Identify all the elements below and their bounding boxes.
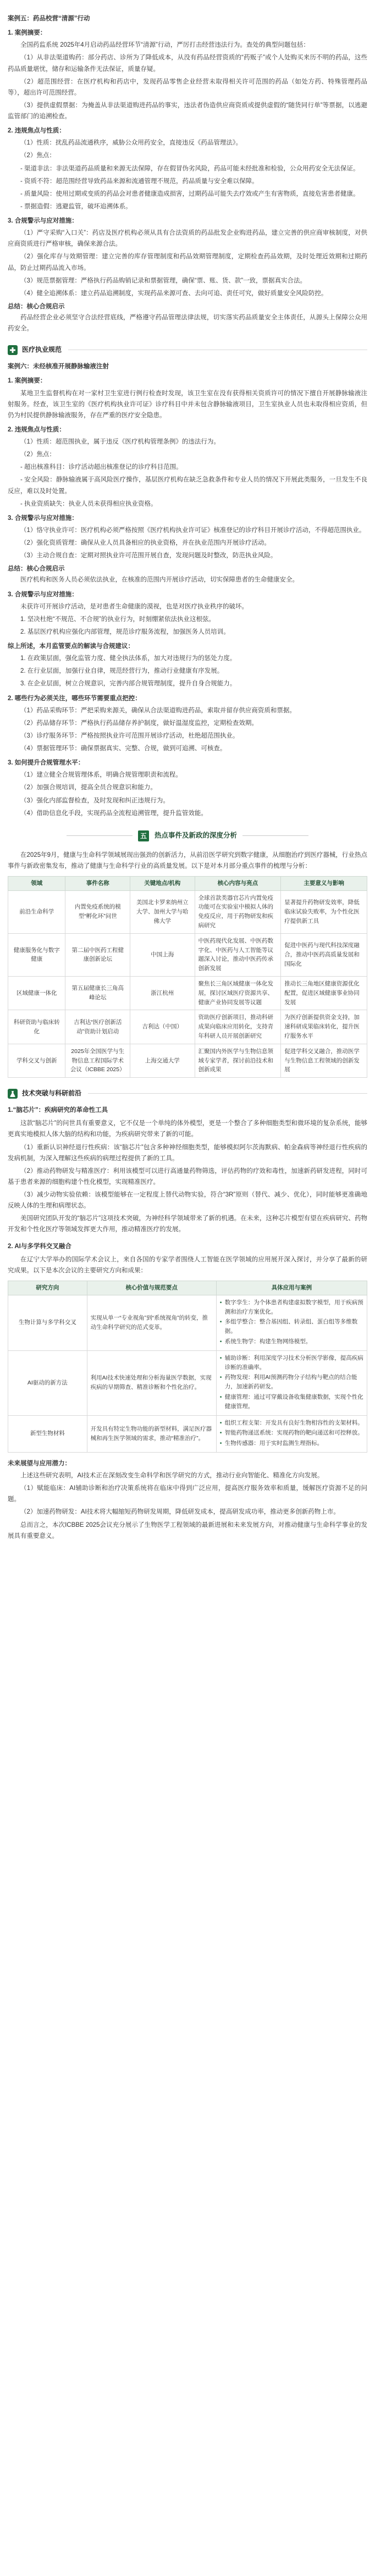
case5-measures-items — [8, 228, 367, 299]
compliance-summary-items — [8, 653, 367, 689]
case-item: • 健康管理：通过可穿戴设备收集健康数据，实现个性化健康管理。 — [220, 1393, 363, 1411]
banner-line-left — [67, 835, 133, 836]
section-medical-header — [8, 344, 367, 356]
future-heading: 未来展望与应用潜力： — [8, 1460, 71, 1467]
table-row — [8, 977, 367, 1010]
research-value: 开发具有特定生物功能的新型材料，满足医疗器械和再生医学领域的需求，推动“精准治疗”。 — [87, 1415, 216, 1452]
research-direction: 生物计算与多学科交叉 — [8, 1295, 87, 1350]
list-paragraph: 3. 在企业层面，树立合规意识，完善内部合规管理制度，提升自身合规能力。 — [20, 680, 236, 688]
ai-intro: 在辽宁大学举办的国际学术会议上，来自各国的专家学者围绕人工智能在医学领域的应用展开深入探讨，并分享了最新的研究成果。以下是本次会议的主要研究方向和成果： — [8, 1256, 367, 1274]
research-cases — [216, 1415, 367, 1452]
section-tech-header — [8, 1088, 367, 1099]
list-paragraph: （3）诊疗服务环节：严格按照执业许可范围开展诊疗活动，杜绝超范围执业。 — [20, 732, 239, 739]
future-outro: 总而言之，本次ICBBE 2025会议充分展示了生物医学工程领域的最新进展和未来发展方向，对推动健康与生命科学事业的发展具有重要意义。 — [8, 1521, 367, 1539]
flask-icon — [8, 1089, 18, 1099]
list-paragraph: （1）严守采购“入口关”：药店及医疗机构必须从具有合法资质的药品批发企业购进药品，建立完善的供应商审核制度，对供应商资质进行严格审核，确保来源合法。 — [8, 230, 367, 248]
section-medical-title: 医疗执业规范 — [22, 346, 62, 354]
list-paragraph: - 资质不符：超范围经营导致药品来源和流通管理不规范，药品质量与安全难以保障。 — [20, 178, 258, 185]
case-item: • 数字孪生：为个体患者构建虚拟数字模型，用于疾病预测和治疗方案优化。 — [220, 1298, 363, 1317]
case6-summary-heading: 1. 案例摘要： — [8, 378, 47, 385]
list-paragraph: （2）药品储存环节：严格执行药品储存养护制度，做好温湿度监控，定期检查效期。 — [20, 719, 258, 727]
list-paragraph: 1. 坚决杜绝“不规范、不合规”的执业行为，时刻绷紧依法执业这根弦。 — [20, 616, 215, 623]
list-paragraph: （3）规范票据管理：严格执行药品购销记录和票据管理，确保“票、账、货、款”一致，票据真实合法。 — [20, 277, 307, 284]
list-paragraph: （3）强化内部监督检查，及时发现和纠正违规行为。 — [20, 797, 169, 804]
table-row — [8, 1350, 367, 1415]
table-cell: 显著提升药物研发效率，降低临床试验失败率，为个性化医疗提供新工具 — [281, 890, 367, 933]
case5-focus-items — [8, 137, 367, 212]
table-cell: 中医药现代化发展、中医药数字化、中医药与人工智能等议题深入讨论，推动中医药传承创新发展 — [195, 933, 281, 976]
case5-focus-heading: 2. 违规焦点与性质： — [8, 128, 65, 135]
research-cases — [216, 1295, 367, 1350]
list-paragraph: - 票据造假：逃避监管，破坏追溯体系。 — [20, 203, 132, 210]
table-cell: 第五届健康长三角高峰论坛 — [65, 977, 130, 1010]
col-header: 领域 — [8, 876, 65, 890]
col-header: 研究方向 — [8, 1281, 87, 1295]
research-cases — [216, 1350, 367, 1415]
ai-heading: 2. AI与多学科交叉融合 — [8, 1243, 71, 1250]
table-cell: 区域健康一体化 — [8, 977, 65, 1010]
improve-items — [8, 769, 367, 819]
case5-summary-heading: 1. 案例摘要： — [8, 30, 47, 37]
list-paragraph: - 超出核准科目：诊疗活动超出核准登记的诊疗科目范围。 — [20, 464, 183, 471]
list-paragraph: （2）强化库存与效期管理：建立完善的库存管理制度和药品效期管理制度，定期检查药品效期，及时处理近效期和过期药品，防止过期药品流入市场。 — [8, 253, 367, 272]
case5-summary-text: 全国药监系统 2025年4月启动药品经营环节“清源”行动，严厉打击经营违法行为。查处的典型问题包括： — [20, 42, 310, 49]
list-paragraph: （2）焦点： — [20, 152, 56, 159]
col-header: 主要意义与影响 — [281, 876, 367, 890]
table-cell: 中国上海 — [130, 933, 195, 976]
list-paragraph: （2）推动药物研发与精准医疗：利用该模型可以进行高通量药物筛选，评估药物的疗效和毒性，加速新药研发进程，同时可基于患者来源的细胞构建个性化模型，实现精准医疗。 — [8, 1167, 367, 1185]
table-row — [8, 1295, 367, 1350]
case5-conclusion-heading: 总结：核心合规启示 — [8, 303, 65, 310]
list-paragraph: （3）减少动物实验依赖：该模型能够在一定程度上替代动物实验，符合“3R”原则（替代、减少、优化），同时能够更准确地反映人体的生理和病理状态。 — [8, 1192, 367, 1210]
case6-conclusion-heading: 总结：核心合规启示 — [8, 566, 65, 573]
case-item: • 组织工程支架：开发具有良好生物相容性的支架材料。 — [220, 1419, 363, 1428]
document — [8, 13, 367, 1542]
hot-events-intro: 在2025年9月，健康与生命科学领域展现出强劲的创新活力，从前沿医学研究到数字健康，从细胞治疗到医疗器械，行业热点事件与新政密集发布，推动了健康与生命科学行业的高质量发展。以下是对本月部分重点事件的梳理与分析： — [8, 851, 367, 869]
key-links-items — [8, 705, 367, 755]
research-header-row — [8, 1281, 367, 1295]
case6-measures2-intro: 未获许可开展诊疗活动，是对患者生命健康的漠视，也是对医疗执业秩序的破坏。 — [20, 603, 248, 610]
list-paragraph: （1）从非法渠道购药：部分药店、诊所为了降低成本，从没有药品经营资质的“药贩子”或个人处购买来历不明的药品，这些药品质量堪忧，储存和运输条件无法保证，质量存疑。 — [8, 54, 367, 73]
future-intro: 上述这些研究表明，AI技术正在深刻改变生命科学和医学研究的方式，推动行业向智能化、精准化方向发展。 — [20, 1472, 324, 1480]
list-paragraph: 2. 基层医疗机构应强化内部管理，规范诊疗服务流程，加强医务人员培训。 — [20, 628, 230, 635]
future-items — [8, 1483, 367, 1517]
col-header: 事件名称 — [65, 876, 130, 890]
list-paragraph: - 质量风险：使用过期或变质的药品会对患者健康造成损害，过期药品可能失去疗效或产生有害物质，直接危害患者健康。 — [20, 190, 360, 197]
list-paragraph: （2）加速药物研发：AI技术将大幅缩短药物研发周期，降低研发成本，提高研发成功率，推动更多创新药物上市。 — [20, 1509, 340, 1516]
table-cell: 吉利达（中国） — [130, 1010, 195, 1044]
table-cell: 汇聚国内外医学与生物信息领域专家学者，探讨前沿技术和创新成果 — [195, 1044, 281, 1077]
table-cell: 吉利达“医疗创新活动”资助计划启动 — [65, 1010, 130, 1044]
list-paragraph: （2）超范围经营：在医疗机构和药店中，发现药品零售企业经营未取得相关许可范围的药品（如处方药、特殊管理药品等），超出许可范围经营。 — [8, 78, 367, 96]
list-paragraph: 2. 在行业层面，加强行业自律，规范经营行为，推动行业健康有序发展。 — [20, 668, 224, 675]
brain-chip-items — [8, 1142, 367, 1212]
table-cell: 美国北卡罗来纳州立大学、加州大学与哈佛大学 — [130, 890, 195, 933]
list-paragraph: （2）强化资质管理：确保从业人员具备相应的执业资格，并在执业范围内开展诊疗活动。 — [20, 540, 271, 546]
section-five-title: 热点事件及新政的深度分析 — [154, 831, 237, 839]
table-cell: 促进学科交叉融合，推动医学与生物信息工程领域的创新发展 — [281, 1044, 367, 1077]
case5-title: 案例五：药品校营“清源”行动 — [8, 15, 90, 22]
list-paragraph: （1）建立健全合规管理体系，明确合规管理职责和流程。 — [20, 772, 182, 779]
list-paragraph: （1）药品采购环节：严把采购来源关，确保从合法渠道购进药品，索取并留存供应商资质和票据。 — [20, 707, 296, 714]
list-paragraph: - 渠道非法：非法渠道药品质量和来源无法保障，存在假冒伪劣风险，药品可能未经批准和检验，公众用药安全无法保证。 — [20, 165, 360, 172]
banner-line-right — [242, 835, 308, 836]
case-item: • 系统生物学：构建生物网络模型。 — [220, 1337, 363, 1347]
research-body — [8, 1295, 367, 1452]
compliance-summary-heading: 综上所述，本月监管要点的解读与合规建议： — [8, 643, 134, 650]
brain-chip-outro: 美国研究团队开发的“脑芯片”这项技术突破，为神经科学领域带来了新的机遇。在未来，这种芯片模型有望在疾病研究、药物开发和个性化医疗等领域发挥更大作用，推动精准医疗的发展。 — [8, 1215, 367, 1233]
list-paragraph: （4）健全追溯体系：建立药品追溯制度，实现药品来源可查、去向可追、责任可究，做好质量安全风险防控。 — [20, 290, 328, 297]
table-cell: 上海交通大学 — [130, 1044, 195, 1077]
section-five-banner — [8, 830, 367, 842]
table-cell: 学科交叉与创新 — [8, 1044, 65, 1077]
table-cell: 聚焦长三角区域健康一体化发展，探讨区域医疗资源共享、健康产业协同发展等议题 — [195, 977, 281, 1010]
case6-measures2-heading: 3. 合规警示与应对措施： — [8, 591, 78, 598]
col-header: 核心价值与规范要点 — [87, 1281, 216, 1295]
case6-title: 案例六：未经核准开展静脉输液注射 — [8, 363, 109, 370]
table-cell: 健康服务化与数字健康 — [8, 933, 65, 976]
table-row — [8, 1415, 367, 1452]
table-cell: 2025年全国医学与生物信息工程国际学术会议（ICBBE 2025） — [65, 1044, 130, 1077]
section-number-badge: 五 — [138, 830, 149, 841]
hot-events-header-row — [8, 876, 367, 890]
table-cell: 第二届中医药工程健康创新论坛 — [65, 933, 130, 976]
case-item: • 多组学整合：整合基因组、转录组、蛋白组等多维数据。 — [220, 1317, 363, 1336]
list-paragraph: （1）重新认识神经退行性疾病：该“脑芯片”包含多种神经细胞类型，能够模拟阿尔茨海默病、帕金森病等神经退行性疾病的发病机制，为深入理解这些疾病的病理过程提供了新的工具。 — [8, 1144, 367, 1162]
list-paragraph: （1）性质：超范围执业，属于违反《医疗机构管理条例》的违法行为。 — [20, 439, 220, 445]
table-cell: 科研资助与临床转化 — [8, 1010, 65, 1044]
case-item: • 药物发现：利用AI预测药物分子结构与靶点的结合能力，加速新药研发。 — [220, 1373, 363, 1392]
research-value: 利用AI技术快速处理和分析海量医学数据，实现疾病的早期筛查、精准诊断和个性化治疗。 — [87, 1350, 216, 1415]
list-paragraph: （1）性质：扰乱药品流通秩序，威胁公众用药安全，直接违反《药品管理法》。 — [20, 140, 242, 147]
list-paragraph: - 执业资质缺失：执业人员未获得相应执业资格。 — [20, 500, 157, 507]
table-row — [8, 890, 367, 933]
table-cell: 内置免疫系统的模型“孵化环”问世 — [65, 890, 130, 933]
list-paragraph: （3）主动合规自查：定期对照执业许可范围开展自查，发现问题及时整改，防范执业风险。 — [20, 552, 277, 559]
improve-heading: 3. 如何提升合规管理水平： — [8, 760, 85, 767]
hot-events-body — [8, 890, 367, 1078]
case6-measures-items — [8, 525, 367, 561]
table-row — [8, 1044, 367, 1077]
case-list — [220, 1298, 363, 1347]
list-paragraph: （2）加强合规培训，提高全员合规意识和能力。 — [20, 784, 157, 791]
table-cell: 推动长三角地区健康资源优化配置，促进区域健康事业协同发展 — [281, 977, 367, 1010]
medical-cross-icon — [8, 345, 18, 355]
brain-chip-heading: 1.“脑芯片”：疾病研究的革命性工具 — [8, 1107, 108, 1114]
case5-conclusion-text: 药品经营企业必须坚守合法经营底线，严格遵守药品管理法律法规，切实落实药品质量安全主体责任，从源头上保障公众用药安全。 — [8, 314, 367, 333]
case6-focus-items — [8, 436, 367, 509]
key-links-heading: 2. 哪些行为必须关注，哪些环节需要重点把控： — [8, 695, 141, 702]
table-cell: 前沿生命科学 — [8, 890, 65, 933]
list-paragraph: 1. 在政策层面，强化监管力度、健全执法体系，加大对违规行为的惩处力度。 — [20, 655, 236, 662]
table-row — [8, 933, 367, 976]
case6-measures-heading: 3. 合规警示与应对措施： — [8, 514, 78, 522]
section-tech-title: 技术突破与科研前沿 — [22, 1089, 82, 1098]
table-cell: 为医疗创新提供资金支持，加速科研成果临床转化，提升医疗服务水平 — [281, 1010, 367, 1044]
list-paragraph: （2）焦点： — [20, 451, 56, 458]
col-header: 关键地点/机构 — [130, 876, 195, 890]
case5-summary-items — [8, 52, 367, 122]
list-paragraph: - 安全风险：静脉输液属于高风险医疗操作，基层医疗机构在缺乏急救条件和专业人员的情况下开展此类服务，一旦发生不良反应，难以及时处置。 — [8, 477, 367, 495]
case-item: • 智能药物递送系统：实现药物的靶向递送和可控释放。 — [220, 1428, 363, 1438]
research-direction: AI驱动的新方法 — [8, 1350, 87, 1415]
case5-measures-heading: 3. 合规警示与应对措施： — [8, 218, 78, 224]
case-item: • 辅助诊断：利用深度学习技术分析医学影像，提高疾病诊断的准确率。 — [220, 1354, 363, 1372]
table-cell: 资助医疗创新项目，推动科研成果向临床应用转化，支持青年科研人员开展创新研究 — [195, 1010, 281, 1044]
col-header: 具体应用与案例 — [216, 1281, 367, 1295]
list-paragraph: （3）提供虚假票据：为掩盖从非法渠道购进药品的事实，违法者伪造供应商资质或提供虚假的“随货同行单”等票据，以逃避监管部门的追溯检查。 — [8, 102, 367, 120]
table-cell: 促进中医药与现代科技深度融合，推动中医药高质量发展和国际化 — [281, 933, 367, 976]
case6-summary-text: 某地卫生监督机构在对一家村卫生室进行例行检查时发现，该卫生室在没有获得相关资质许可的情况下擅自开展静脉输液注射服务。经查，该卫生室的《医疗机构执业许可证》诊疗科目中并未包含静脉输液项目，卫生室执业人员也未取得相应资质，但仍为村民提供静脉输液服务，存在严重的医疗安全隐患。 — [8, 390, 367, 419]
case6-measures2-items — [8, 614, 367, 638]
case6-conclusion-text: 医疗机构和医务人员必须依法执业，在核准的范围内开展诊疗活动，切实保障患者的生命健康安全。 — [20, 577, 299, 584]
research-table — [8, 1281, 367, 1453]
list-paragraph: （4）票据管理环节：确保票据真实、完整、合规，做到可追溯、可核查。 — [20, 745, 227, 752]
case-list — [220, 1419, 363, 1448]
case-item: • 生物传感器：用于实时监测生理指标。 — [220, 1439, 363, 1448]
list-paragraph: （1）恪守执业许可：医疗机构必须严格按照《医疗机构执业许可证》核准登记的诊疗科目开展诊疗活动，不得超范围执业。 — [20, 527, 366, 534]
table-cell: 浙江杭州 — [130, 977, 195, 1010]
research-value: 实现从单一“专业视角”到“系统视角”的转变，推动生命科学研究的范式变革。 — [87, 1295, 216, 1350]
list-paragraph: （4）借助信息化手段，实现药品全流程追溯管理，提升监管效能。 — [20, 810, 207, 817]
table-cell: 全球首款类器官芯片内置免疫功能可在实验室中模拟人体的免疫反应，用于药物研发和疾病研究 — [195, 890, 281, 933]
case-list — [220, 1354, 363, 1411]
case6-focus-heading: 2. 违规焦点与性质： — [8, 426, 65, 433]
list-paragraph: （1）赋能临床：AI辅助诊断和治疗决策系统将在临床中得到广泛应用，提高医疗服务效率和质量，缓解医疗资源不足的问题。 — [8, 1485, 367, 1503]
research-direction: 新型生物材料 — [8, 1415, 87, 1452]
brain-chip-intro: 这款“脑芯片”的问世具有重要意义，它不仅是一个单纯的体外模型，更是一个整合了多种细胞类型和微环境的复杂系统，能够更真实地模拟人体大脑的结构和功能，为疾病研究带来了新的可能。 — [8, 1120, 367, 1138]
hot-events-table — [8, 876, 367, 1078]
col-header: 核心内容与亮点 — [195, 876, 281, 890]
section-divider — [88, 1093, 367, 1094]
table-row — [8, 1010, 367, 1044]
